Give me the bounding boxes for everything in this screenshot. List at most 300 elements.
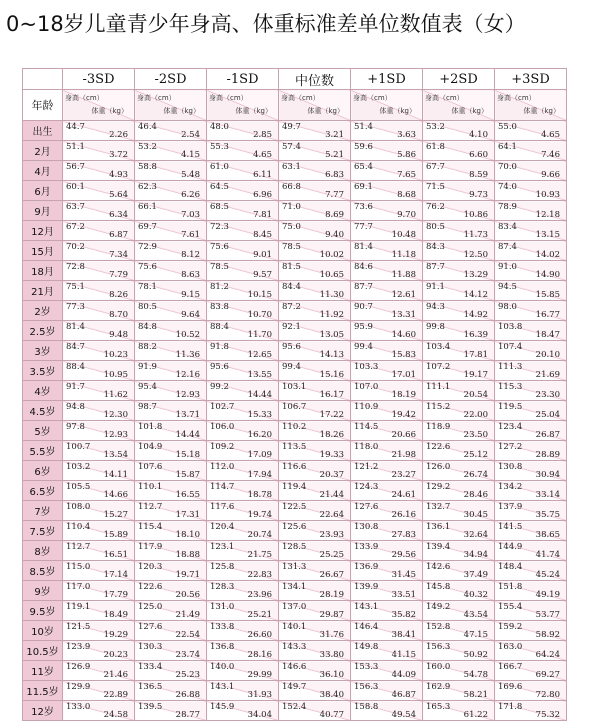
- height-value: 44.7: [66, 122, 85, 132]
- weight-value: 29.56: [391, 550, 416, 560]
- value-cell: [63, 461, 135, 481]
- value-cell: [423, 501, 495, 521]
- weight-value: 13.05: [319, 330, 344, 340]
- value-cell: [423, 481, 495, 501]
- age-cell: 5.5岁: [23, 441, 63, 461]
- value-cell: [351, 561, 423, 581]
- value-cell: [351, 241, 423, 261]
- height-value: 78.1: [138, 282, 157, 292]
- table-row: [23, 421, 567, 441]
- value-cell: [423, 561, 495, 581]
- value-cell: [279, 481, 351, 501]
- value-cell: [351, 381, 423, 401]
- value-cell: [135, 641, 207, 661]
- weight-value: 19.71: [175, 570, 200, 580]
- value-cell: [351, 481, 423, 501]
- weight-value: 12.93: [175, 390, 200, 400]
- weight-value: 13.54: [103, 450, 128, 460]
- height-value: 126.9: [66, 662, 91, 672]
- value-cell: [495, 381, 567, 401]
- value-cell: [135, 701, 207, 721]
- weight-value: 23.30: [535, 390, 560, 400]
- weight-value: 12.16: [175, 370, 200, 380]
- weight-value: 18.10: [175, 530, 200, 540]
- height-value: 103.4: [426, 342, 451, 352]
- height-value: 95.6: [282, 342, 301, 352]
- height-value: 88.2: [138, 342, 157, 352]
- height-value: 144.9: [498, 542, 523, 552]
- weight-value: 47.15: [463, 630, 488, 640]
- age-cell: 5岁: [23, 421, 63, 441]
- weight-value: 17.14: [103, 570, 128, 580]
- height-value: 133.0: [66, 702, 91, 712]
- height-value: 166.7: [498, 662, 523, 672]
- height-value: 139.4: [426, 542, 451, 552]
- age-cell: 10.5岁: [23, 641, 63, 661]
- value-cell: [135, 601, 207, 621]
- table-row: [23, 381, 567, 401]
- value-cell: [63, 421, 135, 441]
- weight-value: 28.77: [175, 710, 200, 720]
- table-row: [23, 501, 567, 521]
- value-cell: [351, 641, 423, 661]
- value-cell: [135, 361, 207, 381]
- height-value: 133.8: [210, 622, 235, 632]
- weight-value: 37.49: [463, 570, 488, 580]
- height-value: 87.2: [282, 302, 301, 312]
- value-cell: [279, 561, 351, 581]
- table-row: [23, 161, 567, 181]
- height-value: 105.5: [66, 482, 91, 492]
- height-value: 64.1: [498, 142, 517, 152]
- value-cell: [351, 421, 423, 441]
- table-row: [23, 221, 567, 241]
- value-cell: [279, 341, 351, 361]
- weight-unit-label: 体重（kg）: [235, 107, 272, 115]
- value-cell: [279, 141, 351, 161]
- weight-value: 17.01: [391, 370, 416, 380]
- height-value: 61.8: [426, 142, 445, 152]
- table-row: [23, 301, 567, 321]
- height-value: 113.5: [282, 442, 307, 452]
- weight-value: 25.12: [463, 450, 488, 460]
- height-value: 100.7: [66, 442, 91, 452]
- value-cell: [279, 641, 351, 661]
- height-value: 59.6: [354, 142, 373, 152]
- weight-value: 15.83: [391, 350, 416, 360]
- weight-value: 18.47: [535, 330, 560, 340]
- value-cell: [135, 681, 207, 701]
- height-value: 119.5: [498, 402, 523, 412]
- height-value: 124.3: [354, 482, 379, 492]
- value-cell: [423, 621, 495, 641]
- value-cell: [351, 221, 423, 241]
- weight-value: 11.62: [103, 390, 128, 400]
- weight-value: 12.93: [103, 430, 128, 440]
- height-value: 102.7: [210, 402, 235, 412]
- value-cell: [279, 621, 351, 641]
- value-cell: [495, 201, 567, 221]
- value-cell: [63, 361, 135, 381]
- weight-value: 11.70: [247, 330, 272, 340]
- weight-value: 13.15: [535, 230, 560, 240]
- value-cell: [207, 601, 279, 621]
- height-value: 169.6: [498, 682, 523, 692]
- value-cell: [351, 441, 423, 461]
- value-cell: [207, 301, 279, 321]
- height-value: 101.8: [138, 422, 163, 432]
- value-cell: [207, 261, 279, 281]
- height-value: 110.9: [354, 402, 379, 412]
- weight-value: 7.81: [253, 210, 272, 220]
- weight-value: 26.88: [175, 690, 200, 700]
- value-cell: [351, 161, 423, 181]
- table-row: [23, 541, 567, 561]
- weight-value: 28.46: [463, 490, 488, 500]
- weight-value: 8.26: [109, 290, 128, 300]
- value-cell: [207, 541, 279, 561]
- age-cell: 15月: [23, 241, 63, 261]
- weight-value: 10.23: [103, 350, 128, 360]
- weight-value: 9.40: [325, 230, 344, 240]
- height-value: 119.4: [282, 482, 307, 492]
- value-cell: [279, 461, 351, 481]
- height-value: 107.2: [426, 362, 451, 372]
- value-cell: [63, 401, 135, 421]
- weight-value: 20.10: [535, 350, 560, 360]
- value-cell: [63, 341, 135, 361]
- value-cell: [135, 421, 207, 441]
- height-value: 56.7: [66, 162, 85, 172]
- weight-value: 38.65: [535, 530, 560, 540]
- height-value: 70.0: [498, 162, 517, 172]
- height-value: 137.0: [282, 602, 307, 612]
- value-cell: [495, 221, 567, 241]
- height-value: 160.0: [426, 662, 451, 672]
- weight-value: 24.61: [391, 490, 416, 500]
- weight-value: 11.18: [391, 250, 416, 260]
- weight-value: 16.39: [463, 330, 488, 340]
- column-header: -3SD: [63, 69, 135, 90]
- weight-value: 11.92: [319, 310, 344, 320]
- height-value: 83.4: [498, 222, 517, 232]
- table-row: [23, 461, 567, 481]
- weight-value: 10.70: [247, 310, 272, 320]
- weight-value: 3.21: [325, 130, 344, 140]
- value-cell: [207, 581, 279, 601]
- value-cell: [207, 281, 279, 301]
- height-value: 118.9: [426, 422, 451, 432]
- height-value: 108.0: [66, 502, 91, 512]
- weight-value: 8.45: [253, 230, 272, 240]
- weight-value: 20.66: [391, 430, 416, 440]
- value-cell: [63, 701, 135, 721]
- height-value: 91.1: [426, 282, 445, 292]
- height-value: 131.3: [282, 562, 307, 572]
- height-value: 95.4: [138, 382, 157, 392]
- weight-value: 69.27: [535, 670, 560, 680]
- value-cell: [279, 701, 351, 721]
- weight-value: 14.44: [247, 390, 272, 400]
- height-value: 74.0: [498, 182, 517, 192]
- weight-value: 21.46: [103, 670, 128, 680]
- weight-value: 17.22: [319, 410, 344, 420]
- height-value: 112.7: [138, 502, 163, 512]
- height-value: 51.1: [66, 142, 85, 152]
- height-value: 81.5: [282, 262, 301, 272]
- value-cell: [423, 681, 495, 701]
- weight-value: 11.88: [391, 270, 416, 280]
- height-value: 115.4: [138, 522, 163, 532]
- value-cell: [135, 621, 207, 641]
- table-row: [23, 321, 567, 341]
- height-value: 71.5: [426, 182, 445, 192]
- weight-value: 20.54: [463, 390, 488, 400]
- height-value: 103.1: [282, 382, 307, 392]
- value-cell: [279, 381, 351, 401]
- weight-value: 75.32: [535, 710, 560, 720]
- weight-value: 8.68: [397, 190, 416, 200]
- age-cell: 4月: [23, 161, 63, 181]
- weight-value: 31.76: [319, 630, 344, 640]
- age-cell: 7岁: [23, 501, 63, 521]
- height-value: 122.5: [282, 502, 307, 512]
- weight-value: 7.46: [541, 150, 560, 160]
- weight-value: 8.59: [469, 170, 488, 180]
- height-value: 111.1: [426, 382, 451, 392]
- value-cell: [351, 141, 423, 161]
- weight-value: 19.17: [463, 370, 488, 380]
- value-cell: [207, 361, 279, 381]
- height-value: 118.0: [354, 442, 379, 452]
- value-cell: [351, 661, 423, 681]
- height-value: 158.8: [354, 702, 379, 712]
- height-unit-label: 身高（cm）: [281, 94, 320, 102]
- weight-value: 4.15: [181, 150, 200, 160]
- weight-value: 29.99: [247, 670, 272, 680]
- weight-unit-label: 体重（kg）: [379, 107, 416, 115]
- height-value: 68.5: [210, 202, 229, 212]
- weight-value: 29.87: [319, 610, 344, 620]
- height-value: 55.3: [210, 142, 229, 152]
- value-cell: [279, 321, 351, 341]
- value-cell: [135, 181, 207, 201]
- value-cell: [135, 481, 207, 501]
- weight-value: 6.83: [325, 170, 344, 180]
- weight-value: 7.77: [325, 190, 344, 200]
- age-cell: 21月: [23, 281, 63, 301]
- age-cell: 10岁: [23, 621, 63, 641]
- column-header: -1SD: [207, 69, 279, 90]
- value-cell: [423, 701, 495, 721]
- weight-value: 49.54: [391, 710, 416, 720]
- table-row: [23, 201, 567, 221]
- height-value: 94.8: [66, 402, 85, 412]
- weight-value: 5.64: [109, 190, 128, 200]
- height-value: 156.3: [354, 682, 379, 692]
- height-value: 171.8: [498, 702, 523, 712]
- value-cell: [279, 181, 351, 201]
- height-value: 103.2: [66, 462, 91, 472]
- weight-value: 17.79: [103, 590, 128, 600]
- table-row: [23, 181, 567, 201]
- value-cell: [351, 321, 423, 341]
- weight-value: 16.77: [535, 310, 560, 320]
- value-cell: [495, 701, 567, 721]
- value-cell: [63, 521, 135, 541]
- column-header: 中位数: [279, 69, 351, 90]
- weight-value: 19.42: [391, 410, 416, 420]
- height-value: 145.9: [210, 702, 235, 712]
- weight-value: 28.19: [319, 590, 344, 600]
- height-value: 153.3: [354, 662, 379, 672]
- height-value: 155.4: [498, 602, 523, 612]
- value-cell: [279, 261, 351, 281]
- value-cell: [207, 221, 279, 241]
- weight-value: 19.33: [319, 450, 344, 460]
- weight-value: 34.94: [463, 550, 488, 560]
- value-cell: [495, 661, 567, 681]
- weight-value: 10.52: [175, 330, 200, 340]
- height-value: 149.7: [282, 682, 307, 692]
- height-value: 48.0: [210, 122, 229, 132]
- height-value: 69.7: [138, 222, 157, 232]
- height-value: 66.8: [282, 182, 301, 192]
- height-value: 107.4: [498, 342, 523, 352]
- height-value: 121.5: [66, 622, 91, 632]
- weight-value: 18.88: [175, 550, 200, 560]
- height-value: 72.9: [138, 242, 157, 252]
- height-value: 84.8: [138, 322, 157, 332]
- height-value: 91.0: [498, 262, 517, 272]
- weight-value: 12.65: [247, 350, 272, 360]
- value-cell: [135, 581, 207, 601]
- weight-value: 4.65: [541, 130, 560, 140]
- age-cell: 8岁: [23, 541, 63, 561]
- weight-value: 18.49: [103, 610, 128, 620]
- height-value: 137.9: [498, 502, 523, 512]
- weight-value: 14.60: [391, 330, 416, 340]
- height-value: 127.6: [354, 502, 379, 512]
- height-value: 80.5: [426, 222, 445, 232]
- height-unit-label: 身高（cm）: [497, 94, 536, 102]
- height-value: 53.2: [138, 142, 157, 152]
- value-cell: [495, 441, 567, 461]
- height-value: 143.3: [282, 642, 307, 652]
- value-cell: [495, 601, 567, 621]
- weight-value: 20.23: [103, 650, 128, 660]
- value-cell: [423, 261, 495, 281]
- value-cell: [207, 561, 279, 581]
- table-row: [23, 521, 567, 541]
- height-value: 104.9: [138, 442, 163, 452]
- value-cell: [495, 561, 567, 581]
- age-cell: 6.5岁: [23, 481, 63, 501]
- weight-value: 27.83: [391, 530, 416, 540]
- value-cell: [63, 661, 135, 681]
- height-value: 146.6: [282, 662, 307, 672]
- height-value: 165.3: [426, 702, 451, 712]
- height-value: 75.0: [282, 222, 301, 232]
- age-cell: 2岁: [23, 301, 63, 321]
- weight-value: 10.86: [463, 210, 488, 220]
- value-cell: [207, 341, 279, 361]
- age-cell: 9月: [23, 201, 63, 221]
- weight-value: 21.98: [391, 450, 416, 460]
- weight-value: 7.79: [109, 270, 128, 280]
- weight-value: 14.90: [535, 270, 560, 280]
- age-cell: 8.5岁: [23, 561, 63, 581]
- table-row: [23, 621, 567, 641]
- weight-value: 17.31: [175, 510, 200, 520]
- value-cell: [423, 281, 495, 301]
- weight-value: 36.10: [319, 670, 344, 680]
- height-value: 81.4: [354, 242, 373, 252]
- weight-value: 46.87: [391, 690, 416, 700]
- value-cell: [351, 401, 423, 421]
- height-value: 134.1: [282, 582, 307, 592]
- height-value: 75.1: [66, 282, 85, 292]
- weight-value: 12.50: [463, 250, 488, 260]
- height-value: 149.8: [354, 642, 379, 652]
- value-cell: [351, 581, 423, 601]
- weight-value: 41.15: [391, 650, 416, 660]
- height-value: 132.7: [426, 502, 451, 512]
- weight-value: 14.44: [175, 430, 200, 440]
- value-cell: [135, 401, 207, 421]
- age-cell: 2.5岁: [23, 321, 63, 341]
- height-value: 64.5: [210, 182, 229, 192]
- height-value: 103.8: [498, 322, 523, 332]
- value-cell: [495, 421, 567, 441]
- weight-value: 10.95: [103, 370, 128, 380]
- value-cell: [207, 241, 279, 261]
- value-cell: [207, 401, 279, 421]
- weight-value: 5.48: [181, 170, 200, 180]
- height-value: 98.7: [138, 402, 157, 412]
- height-value: 106.0: [210, 422, 235, 432]
- height-value: 84.6: [354, 262, 373, 272]
- value-cell: [495, 461, 567, 481]
- weight-value: 7.61: [181, 230, 200, 240]
- height-value: 66.1: [138, 202, 157, 212]
- weight-value: 22.00: [463, 410, 488, 420]
- value-cell: [423, 121, 495, 141]
- weight-value: 11.30: [319, 290, 344, 300]
- height-value: 87.7: [354, 282, 373, 292]
- value-cell: [279, 501, 351, 521]
- table-row: [23, 241, 567, 261]
- height-value: 159.2: [498, 622, 523, 632]
- height-value: 139.5: [138, 702, 163, 712]
- table-row: [23, 441, 567, 461]
- value-cell: [135, 341, 207, 361]
- value-cell: [423, 461, 495, 481]
- weight-value: 34.04: [247, 710, 272, 720]
- column-header: +2SD: [423, 69, 495, 90]
- weight-value: 12.61: [391, 290, 416, 300]
- height-value: 55.0: [498, 122, 517, 132]
- unit-header-cell: [423, 90, 495, 121]
- weight-value: 9.48: [109, 330, 128, 340]
- age-cell: 4.5岁: [23, 401, 63, 421]
- value-cell: [423, 241, 495, 261]
- height-value: 90.7: [354, 302, 373, 312]
- height-value: 126.0: [426, 462, 451, 472]
- value-cell: [135, 281, 207, 301]
- weight-unit-label: 体重（kg）: [163, 107, 200, 115]
- corner-cell: [23, 69, 63, 90]
